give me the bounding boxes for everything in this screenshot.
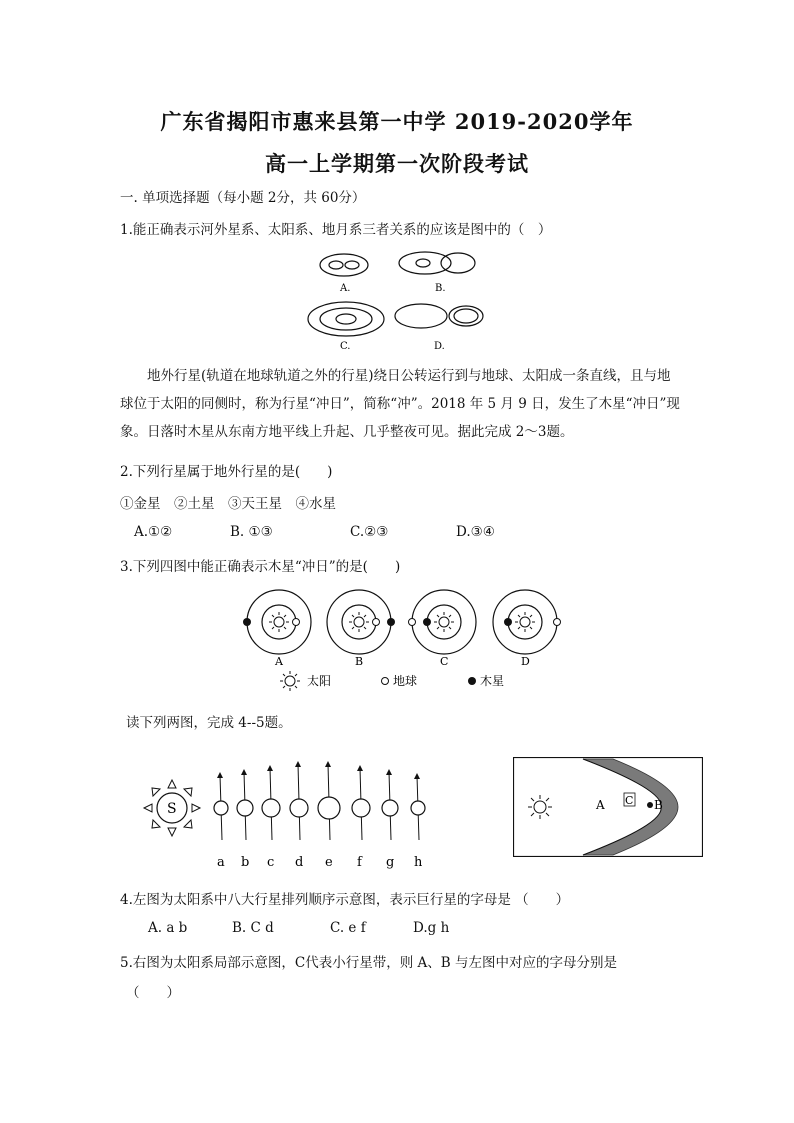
right-label-c: C	[625, 794, 634, 807]
q3-label-b: B	[355, 655, 364, 668]
q1-ellipse-diagrams	[300, 245, 500, 355]
legend-sun-icon	[280, 671, 300, 691]
legend-jupiter-label: 木星	[480, 674, 505, 688]
question-2-option-c: C.②③	[350, 524, 389, 540]
q1-option-b-diagram	[399, 252, 475, 274]
q3-diagram-d	[493, 590, 561, 654]
question-5-stem-continued: （ ）	[126, 985, 180, 1001]
right-label-b: B	[654, 798, 663, 812]
question-5-stem: 5.右图为太阳系局部示意图，C代表小行星带，则 A、B 与左图中对应的字母分别是	[120, 955, 617, 971]
q1-label-c: C.	[340, 341, 351, 352]
planet-c	[262, 765, 280, 840]
q1-label-b: B.	[435, 283, 446, 294]
planet-letter-c: c	[267, 855, 275, 870]
question-2-option-a: A.①②	[134, 524, 173, 540]
question-4-option-b: B. C d	[232, 920, 274, 936]
planet-letter-d: d	[295, 855, 304, 870]
q1-option-a-diagram	[320, 254, 368, 276]
sun-label: S	[167, 801, 177, 817]
question-4-stem: 4.左图为太阳系中八大行星排列顺序示意图，表示巨行星的字母是 （ ）	[120, 892, 570, 908]
planet-a	[214, 772, 228, 840]
planet-letter-a: a	[217, 855, 225, 870]
q3-diagram-c	[409, 590, 477, 654]
legend-earth-icon	[382, 678, 389, 685]
q3-label-d: D	[521, 655, 530, 668]
planet-order-diagram	[140, 760, 440, 875]
exam-title-line2: 高一上学期第一次阶段考试	[265, 151, 529, 176]
planet-letter-f: f	[357, 855, 362, 870]
q1-option-c-diagram	[308, 302, 384, 336]
question-2-choices: ①金星 ②土星 ③天王星 ④水星	[120, 496, 336, 512]
question-2-option-b: B. ①③	[230, 524, 273, 540]
legend-earth-label: 地球	[393, 674, 418, 688]
asteroid-belt-diagram	[513, 757, 703, 857]
planet-letter-h: h	[414, 855, 423, 870]
reading-passage: 地外行星(轨道在地球轨道之外的行星)绕日公转运行到与地球、太阳成一条直线，且与地球位于太阳的同侧时，称为行星“冲日”，简称“冲”。2018 年 5 月 9 日，发生了木星“冲日”现象。日落时木星从东南方地平线上升起、几乎整夜可见。据此完成 2～3题。	[120, 368, 680, 440]
exam-title-line1: 广东省揭阳市惠来县第一中学 2019-2020学年	[160, 109, 634, 134]
planet-f	[352, 765, 370, 840]
question-4-option-c: C. e f	[330, 920, 366, 936]
question-4-option-d: D.g h	[413, 920, 450, 936]
planet-letter-e: e	[325, 855, 333, 870]
section-heading: 一. 单项选择题（每小题 2分，共 60分）	[120, 190, 366, 206]
right-label-a: A	[596, 798, 605, 812]
planet-g	[382, 769, 398, 840]
read-instruction: 读下列两图，完成 4--5题。	[126, 715, 292, 731]
question-2-stem: 2.下列行星属于地外行星的是( )	[120, 464, 333, 480]
planet-e	[318, 761, 340, 840]
question-3-stem: 3.下列四图中能正确表示木星“冲日”的是( )	[120, 559, 401, 575]
planet-letter-g: g	[386, 855, 395, 870]
legend-jupiter-icon	[468, 677, 476, 685]
q1-label-d: D.	[434, 341, 445, 352]
q3-diagram-b	[327, 590, 395, 654]
planet-b	[237, 769, 253, 840]
right-sun-icon	[528, 795, 552, 819]
q1-label-a: A.	[340, 283, 351, 294]
planet-b-dot	[647, 802, 653, 808]
q3-label-a: A	[275, 655, 283, 668]
question-2-option-d: D.③④	[456, 524, 495, 540]
question-4-option-a: A. a b	[148, 920, 188, 936]
planet-d	[290, 761, 308, 840]
q3-legend	[280, 671, 504, 691]
planet-letter-b: b	[241, 855, 250, 870]
q3-orbit-diagrams	[235, 585, 575, 695]
question-1-stem: 1.能正确表示河外星系、太阳系、地月系三者关系的应该是图中的（ ）	[120, 222, 552, 238]
q1-option-d-diagram	[395, 304, 483, 328]
legend-sun-label: 太阳	[307, 674, 332, 688]
q3-label-c: C	[440, 655, 449, 668]
q3-diagram-a	[243, 590, 311, 654]
planet-h	[411, 773, 425, 840]
